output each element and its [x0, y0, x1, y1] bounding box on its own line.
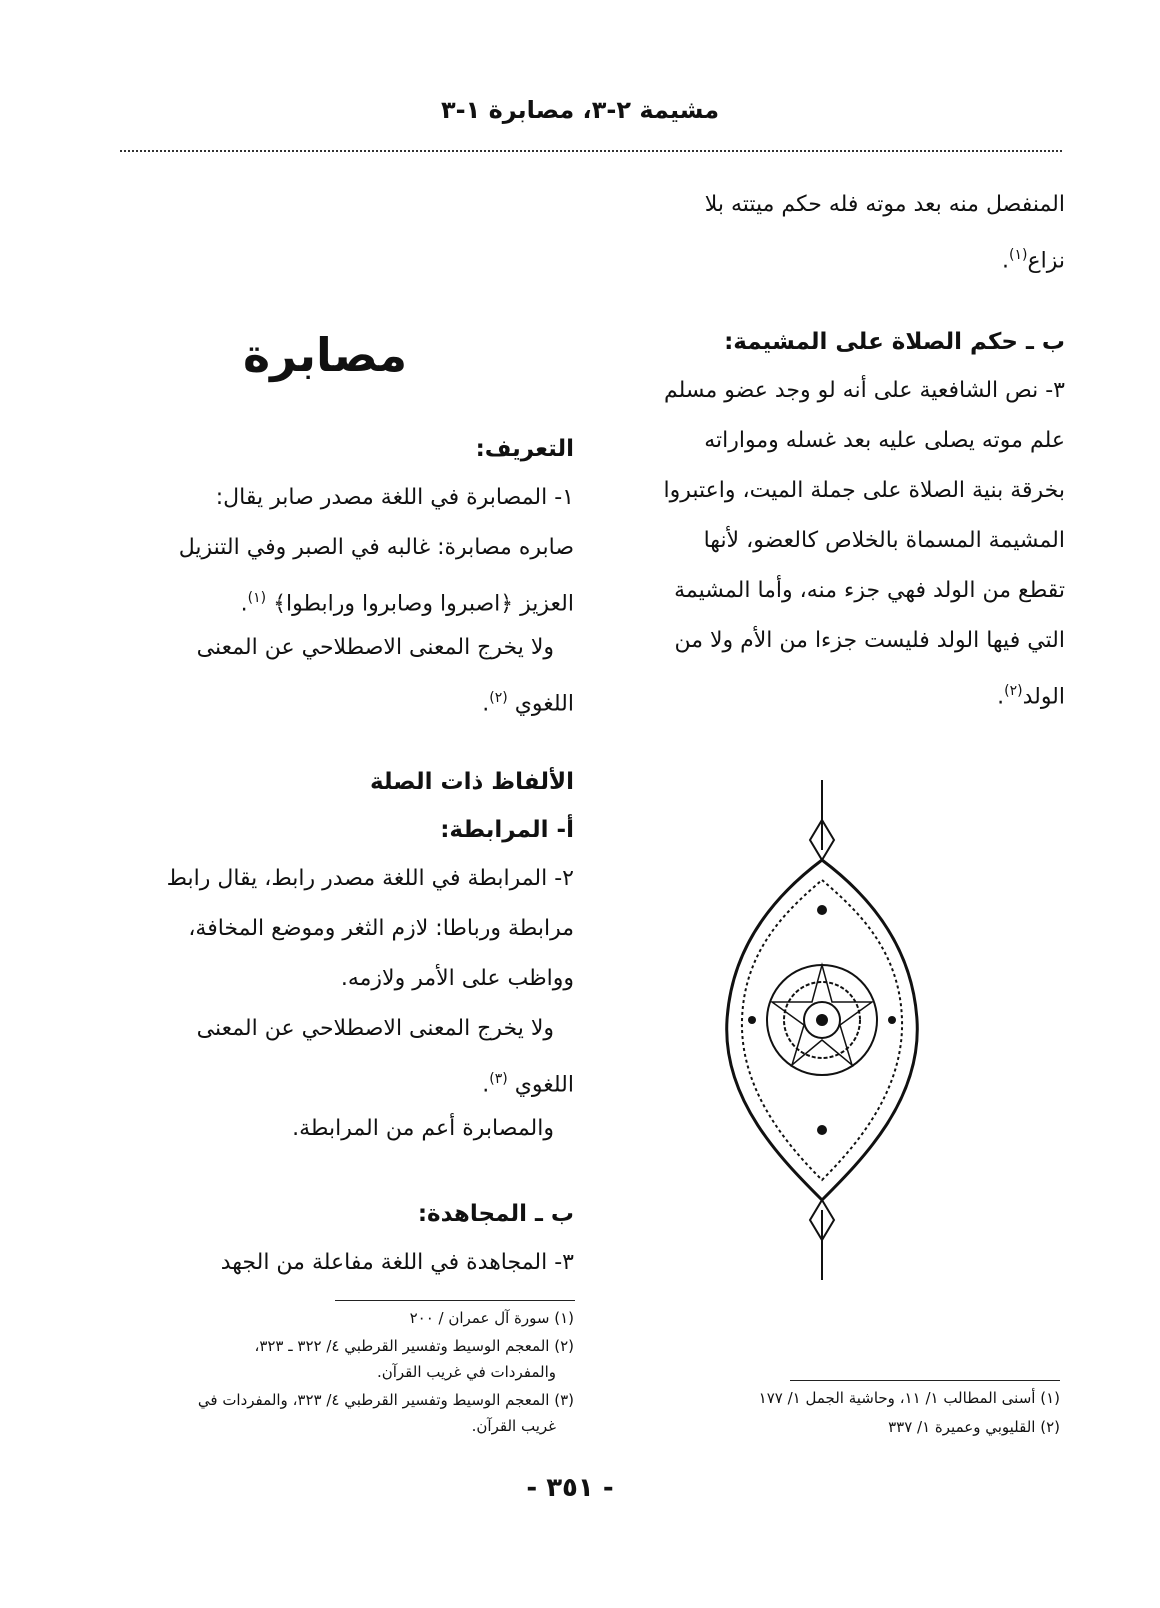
footnote-ref: (٢) [1004, 683, 1023, 699]
text-line: وواظب على الأمر ولازمه. [340, 966, 574, 991]
left-column-related [118, 758, 574, 1154]
footnote: (١) سورة آل عمران / ٢٠٠ [409, 1309, 574, 1327]
text-line: التي فيها الولد فليست جزءا من الأم ولا من [674, 628, 1065, 653]
text-line: علم موته يصلى عليه بعد غسله ومواراته [704, 428, 1065, 453]
text-line: ١- المصابرة في اللغة مصدر صابر يقال: [215, 485, 574, 510]
text-line: العزيز ﴿اصبروا وصابروا ورابطوا﴾ $^{(١)}$. [240, 590, 574, 617]
floral-ornament-icon [712, 780, 932, 1280]
left-column [118, 425, 574, 723]
text-line: الولد$^{(٢)}$. [997, 683, 1065, 710]
footnote: (٢) المعجم الوسيط وتفسير القرطبي ٤/ ٣٢٢ ـ ٣٢٣، [254, 1337, 574, 1355]
text-line: المشيمة المسماة بالخلاص كالعضو، لأنها [703, 528, 1065, 553]
text-line: ٣- المجاهدة في اللغة مفاعلة من الجهد [220, 1250, 574, 1275]
footnote-ref: (٢) [489, 690, 508, 706]
section-heading: التعريف: [475, 436, 574, 462]
footnote: (١) أسنى المطالب ١/ ١١، وحاشية الجمل ١/ ١٧٧ [758, 1389, 1060, 1407]
subsection-heading: أ- المرابطة: [440, 817, 574, 843]
entry-title: مصابرة [242, 328, 408, 382]
footnote: والمفردات في غريب القرآن. [376, 1363, 556, 1381]
text-line: نزاع$^{(١)}$. [1002, 247, 1065, 274]
text-line: بخرقة بنية الصلاة على جملة الميت، واعتبروا [663, 478, 1065, 503]
subsection-heading: ب ـ المجاهدة: [417, 1201, 574, 1227]
footnote-divider [335, 1300, 575, 1301]
text-line: تقطع من الولد فهي جزء منه، وأما المشيمة [674, 578, 1065, 603]
running-header: مشيمة ٢-٣، مصابرة ١-٣ [440, 96, 720, 124]
footnote: غريب القرآن. [471, 1417, 556, 1435]
footnote-divider [790, 1380, 1060, 1381]
footnote-ref: (١) [247, 590, 267, 606]
text-line: ولا يخرج المعنى الاصطلاحي عن المعنى [196, 1016, 554, 1041]
text-line: ولا يخرج المعنى الاصطلاحي عن المعنى [196, 635, 554, 660]
text-line: ٣- نص الشافعية على أنه لو وجد عضو مسلم [663, 378, 1065, 403]
text-line: مرابطة ورباطا: لازم الثغر وموضع المخافة، [188, 916, 574, 941]
text-line: ٢- المرابطة في اللغة مصدر رابط، يقال رابط [166, 866, 574, 891]
left-column-section-b [118, 1190, 574, 1288]
text-line: المنفصل منه بعد موته فله حكم ميتته بلا [704, 192, 1065, 217]
right-column-section-b [620, 318, 1065, 716]
page-number: - ٣٥١ - [526, 1473, 614, 1503]
footnote: (٢) القليوبي وعميرة ١/ ٣٣٧ [888, 1418, 1060, 1436]
footnote-ref: (١) [1009, 247, 1028, 263]
section-heading: الألفاظ ذات الصلة [369, 769, 574, 795]
section-heading: ب ـ حكم الصلاة على المشيمة: [724, 329, 1065, 355]
text-line: صابره مصابرة: غالبه في الصبر وفي التنزيل [178, 535, 574, 560]
footnote-ref: (٣) [489, 1071, 508, 1087]
text-line: اللغوي $^{(٣)}$. [482, 1071, 574, 1098]
text-line: والمصابرة أعم من المرابطة. [292, 1116, 554, 1141]
footnote: (٣) المعجم الوسيط وتفسير القرطبي ٤/ ٣٢٣، والمفردات في [197, 1391, 574, 1409]
right-column [620, 180, 1065, 280]
text-line: اللغوي $^{(٢)}$. [482, 690, 574, 717]
header-divider [120, 150, 1062, 152]
